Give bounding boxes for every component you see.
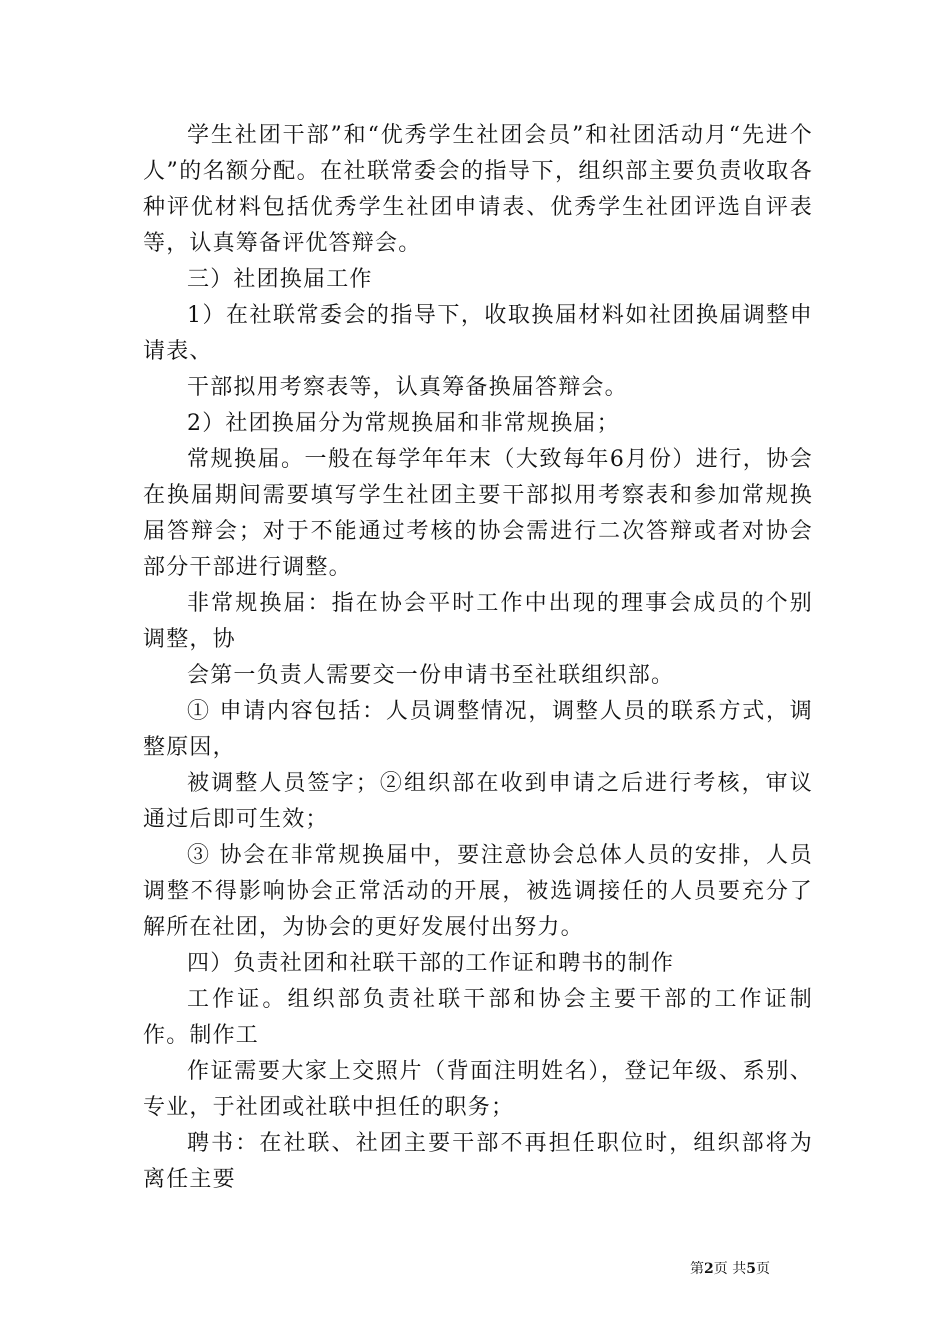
paragraph: ③ 协会在非常规换届中，要注意协会总体人员的安排，人员调整不得影响协会正常活动的开展，被选调接任的人员要充分了解所在社团，为协会的更好发展付出努力。 <box>143 843 813 940</box>
section-heading: 四）负责社团和社联干部的工作证和聘书的制作 <box>187 951 675 976</box>
page-number-footer <box>690 1260 830 1278</box>
paragraph: 工作证。组织部负责社联干部和协会主要干部的工作证制作。制作工 <box>143 987 813 1048</box>
paragraph: ① 申请内容包括：人员调整情况，调整人员的联系方式，调整原因， <box>143 699 813 760</box>
footer-suffix: 页 <box>755 1261 770 1277</box>
paragraph: 常规换届。一般在每学年年末（大致每年6月份）进行，协会在换届期间需要填写学生社团主要干部拟用考察表和参加常规换届答辩会；对于不能通过考核的协会需进行二次答辩或者对协会部分干部进行调整。 <box>143 447 813 580</box>
paragraph: 1）在社联常委会的指导下，收取换届材料如社团换届调整申请表、 <box>143 303 813 364</box>
footer-middle: 页 共 <box>713 1261 747 1277</box>
paragraph: 被调整人员签字；②组织部在收到申请之后进行考核，审议通过后即可生效； <box>143 771 813 832</box>
paragraph: 作证需要大家上交照片（背面注明姓名），登记年级、系别、专业，于社团或社联中担任的职务； <box>143 1059 813 1120</box>
paragraph: 非常规换届：指在协会平时工作中出现的理事会成员的个别调整，协 <box>143 591 813 652</box>
paragraph: 干部拟用考察表等，认真筹备换届答辩会。 <box>187 375 628 400</box>
document-body <box>143 118 813 1198</box>
footer-prefix: 第 <box>690 1261 704 1277</box>
total-pages-number: 5 <box>746 1261 756 1277</box>
section-heading: 三）社团换届工作 <box>187 267 373 292</box>
paragraph: 2）社团换届分为常规换届和非常规换届； <box>187 411 620 436</box>
paragraph: 会第一负责人需要交一份申请书至社联组织部。 <box>187 663 675 688</box>
current-page-number: 2 <box>704 1261 714 1277</box>
paragraph: 聘书：在社联、社团主要干部不再担任职位时，组织部将为离任主要 <box>143 1131 813 1192</box>
paragraph: 学生社团干部”和“优秀学生社团会员”和社团活动月“先进个人”的名额分配。在社联常委会的指导下，组织部主要负责收取各种评优材料包括优秀学生社团申请表、优秀学生社团评选自评表等，认真筹备评优答辩会。 <box>143 123 813 256</box>
